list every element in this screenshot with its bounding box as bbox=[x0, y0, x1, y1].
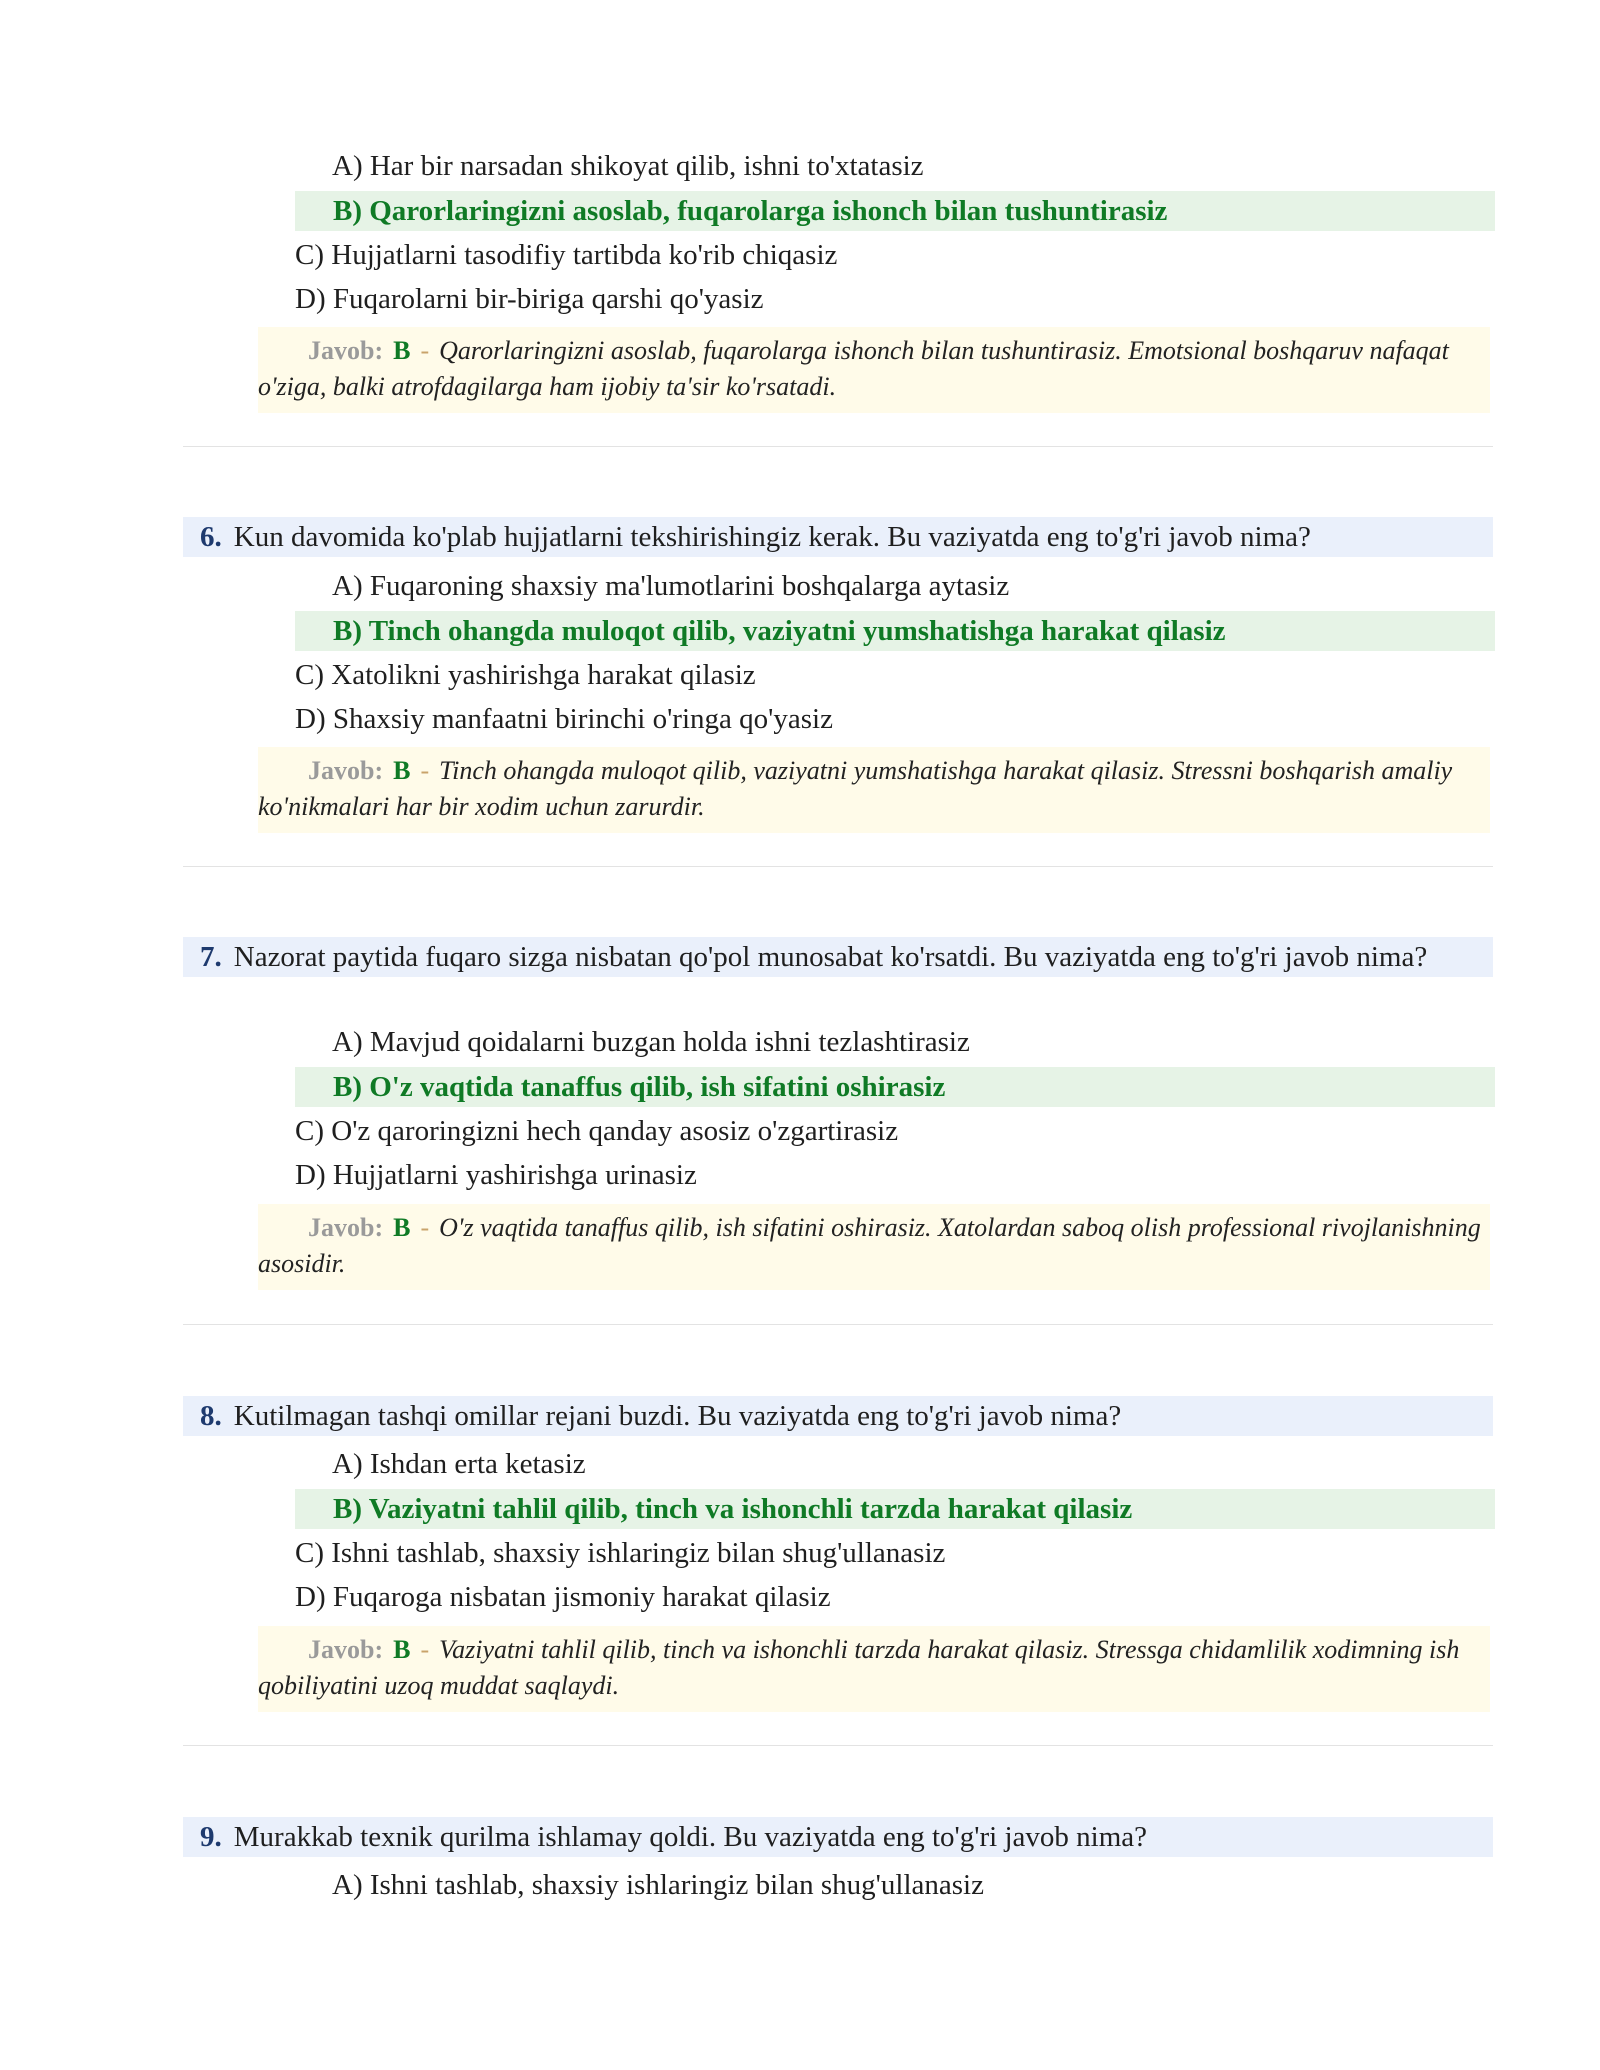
divider bbox=[183, 446, 1493, 447]
q7-option-c: C) O'z qaroringizni hech qanday asosiz o'zgartirasiz bbox=[295, 1115, 899, 1147]
answer-explanation: Vaziyatni tahlil qilib, tinch va ishonchli tarzda harakat qilasiz. Stressga chidamlilik xodimning ish qobiliyatini uzoq muddat saqlaydi. bbox=[258, 1635, 1460, 1700]
question-7 bbox=[183, 937, 1493, 977]
q5-answer-box bbox=[258, 327, 1490, 413]
q7-answer-box bbox=[258, 1204, 1490, 1290]
question-6 bbox=[183, 517, 1493, 557]
q5-option-d: D) Fuqarolarni bir-biriga qarshi qo'yasiz bbox=[295, 283, 764, 315]
answer-letter: B bbox=[393, 1213, 411, 1242]
divider bbox=[183, 1324, 1493, 1325]
answer-label: Javob: bbox=[308, 1635, 384, 1664]
question-text: Kun davomida ko'plab hujjatlarni tekshirishingiz kerak. Bu vaziyatda eng to'g'ri javob nima? bbox=[233, 521, 1311, 553]
answer-letter: B bbox=[393, 1635, 411, 1664]
answer-explanation: Qarorlaringizni asoslab, fuqarolarga ishonch bilan tushuntirasiz. Emotsional boshqaruv nafaqat o'ziga, balki atrofdagilarga ham ijobiy ta'sir ko'rsatadi. bbox=[258, 336, 1449, 401]
q5-option-b-correct: B) Qarorlaringizni asoslab, fuqarolarga ishonch bilan tushuntirasiz bbox=[295, 191, 1495, 231]
divider bbox=[183, 866, 1493, 867]
q7-option-d: D) Hujjatlarni yashirishga urinasiz bbox=[295, 1159, 697, 1191]
question-text: Nazorat paytida fuqaro sizga nisbatan qo'pol munosabat ko'rsatdi. Bu vaziyatda eng to'g'ri javob nima? bbox=[233, 941, 1428, 973]
question-number: 6. bbox=[200, 521, 222, 553]
q8-option-a: A) Ishdan erta ketasiz bbox=[332, 1448, 586, 1480]
q6-answer-box bbox=[258, 747, 1490, 833]
answer-dash: - bbox=[420, 756, 430, 785]
q8-option-c: C) Ishni tashlab, shaxsiy ishlaringiz bilan shug'ullanasiz bbox=[295, 1537, 946, 1569]
question-number: 8. bbox=[200, 1400, 222, 1432]
question-9 bbox=[183, 1817, 1493, 1857]
q8-option-d: D) Fuqaroga nisbatan jismoniy harakat qilasiz bbox=[295, 1581, 831, 1613]
question-number: 9. bbox=[200, 1821, 222, 1853]
q6-option-a: A) Fuqaroning shaxsiy ma'lumotlarini boshqalarga aytasiz bbox=[332, 570, 1010, 602]
question-number: 7. bbox=[200, 941, 222, 973]
q5-option-a: A) Har bir narsadan shikoyat qilib, ishni to'xtatasiz bbox=[332, 150, 924, 182]
q6-option-d: D) Shaxsiy manfaatni birinchi o'ringa qo'yasiz bbox=[295, 703, 833, 735]
answer-dash: - bbox=[420, 1635, 430, 1664]
question-text: Murakkab texnik qurilma ishlamay qoldi. Bu vaziyatda eng to'g'ri javob nima? bbox=[233, 1821, 1148, 1853]
question-8 bbox=[183, 1396, 1493, 1436]
q6-option-b-correct: B) Tinch ohangda muloqot qilib, vaziyatni yumshatishga harakat qilasiz bbox=[295, 611, 1495, 651]
q9-option-a: A) Ishni tashlab, shaxsiy ishlaringiz bilan shug'ullanasiz bbox=[332, 1869, 984, 1901]
answer-dash: - bbox=[420, 336, 430, 365]
q7-option-a: A) Mavjud qoidalarni buzgan holda ishni tezlashtirasiz bbox=[332, 1026, 970, 1058]
answer-letter: B bbox=[393, 756, 411, 785]
q5-option-c: C) Hujjatlarni tasodifiy tartibda ko'rib chiqasiz bbox=[295, 239, 838, 271]
divider bbox=[183, 1745, 1493, 1746]
answer-explanation: O'z vaqtida tanaffus qilib, ish sifatini oshirasiz. Xatolardan saboq olish professional rivojlanishning asosidir. bbox=[258, 1213, 1481, 1278]
answer-letter: B bbox=[393, 336, 411, 365]
answer-explanation: Tinch ohangda muloqot qilib, vaziyatni yumshatishga harakat qilasiz. Stressni boshqarish amaliy ko'nikmalari har bir xodim uchun zarurdir. bbox=[258, 756, 1453, 821]
q8-option-b-correct: B) Vaziyatni tahlil qilib, tinch va ishonchli tarzda harakat qilasiz bbox=[295, 1489, 1495, 1529]
answer-dash: - bbox=[420, 1213, 430, 1242]
answer-label: Javob: bbox=[308, 336, 384, 365]
question-text: Kutilmagan tashqi omillar rejani buzdi. Bu vaziyatda eng to'g'ri javob nima? bbox=[233, 1400, 1122, 1432]
answer-label: Javob: bbox=[308, 756, 384, 785]
answer-label: Javob: bbox=[308, 1213, 384, 1242]
q8-answer-box bbox=[258, 1626, 1490, 1712]
q7-option-b-correct: B) O'z vaqtida tanaffus qilib, ish sifatini oshirasiz bbox=[295, 1067, 1495, 1107]
q6-option-c: C) Xatolikni yashirishga harakat qilasiz bbox=[295, 659, 756, 691]
